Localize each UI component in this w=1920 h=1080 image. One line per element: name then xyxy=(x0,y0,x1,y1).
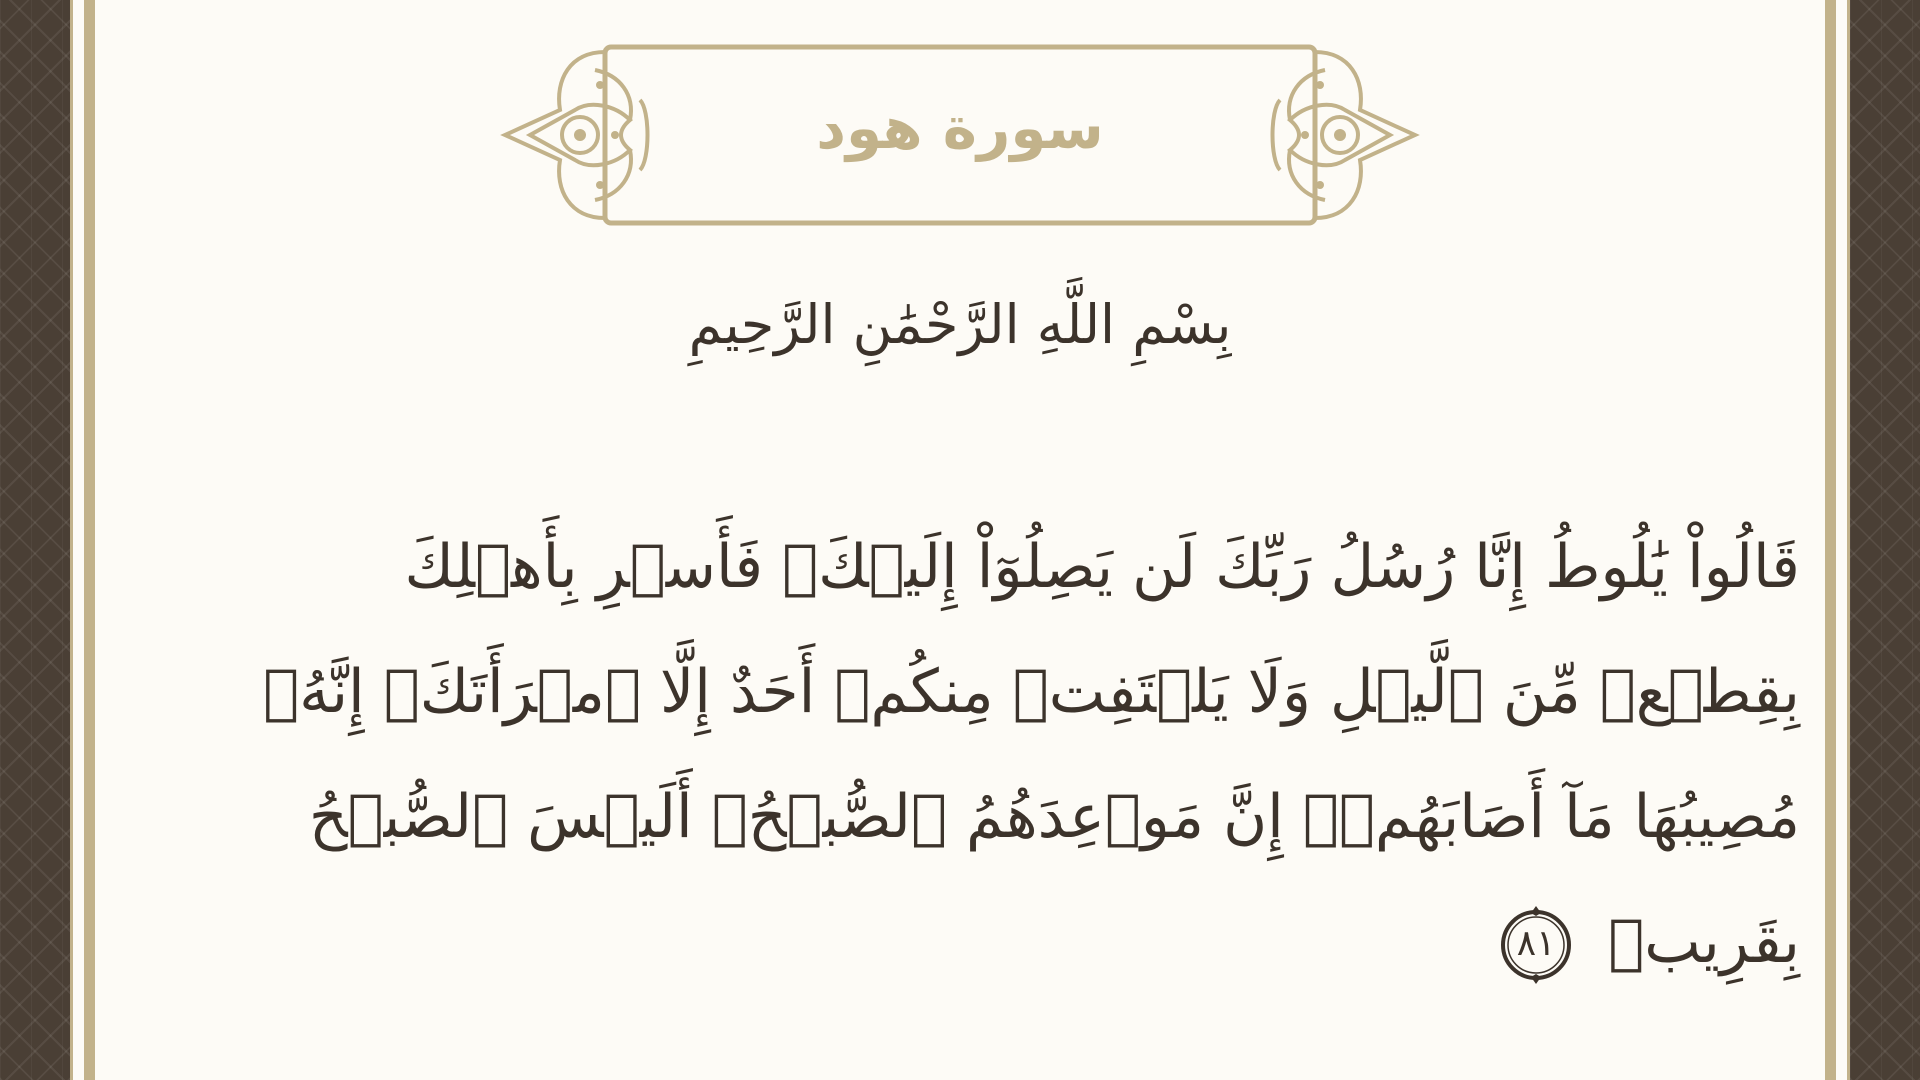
right-ornamental-border xyxy=(1850,0,1920,1080)
ayah-end-marker xyxy=(1495,904,1577,986)
right-gold-rule xyxy=(1825,0,1836,1080)
left-gold-rule xyxy=(84,0,95,1080)
surah-header-cartouche xyxy=(500,40,1420,230)
basmala: بِسْمِ اللَّهِ الرَّحْمَٰنِ الرَّحِيمِ xyxy=(688,293,1232,356)
surah-title: سورة هود xyxy=(816,94,1104,162)
ayah-text: قَالُواْ يَٰلُوطُ إِنَّا رُسُلُ رَبِّكَ لَن يَصِلُوٓاْ إِلَيۡكَۖ فَأَسۡرِ بِأَهۡلِكَ بِقِطۡعٖ مِّنَ ٱلَّيۡلِ وَلَا يَلۡتَفِتۡ مِنكُمۡ أَحَدٌ إِلَّا ٱمۡرَأَتَكَۖ إِنَّهُۥ مُصِيبُهَا مَآ أَصَابَهُمۡۚ إِنَّ مَوۡعِدَهُمُ ٱلصُّبۡحُۚ أَلَيۡسَ ٱلصُّبۡحُ بِقَرِيبٖ xyxy=(263,532,1800,977)
ayah-text-block xyxy=(230,505,1800,1005)
left-ornamental-border xyxy=(0,0,70,1080)
ayah-number: ٨١ xyxy=(1516,923,1556,965)
left-thin-rule xyxy=(70,0,73,1080)
right-thin-rule xyxy=(1847,0,1850,1080)
